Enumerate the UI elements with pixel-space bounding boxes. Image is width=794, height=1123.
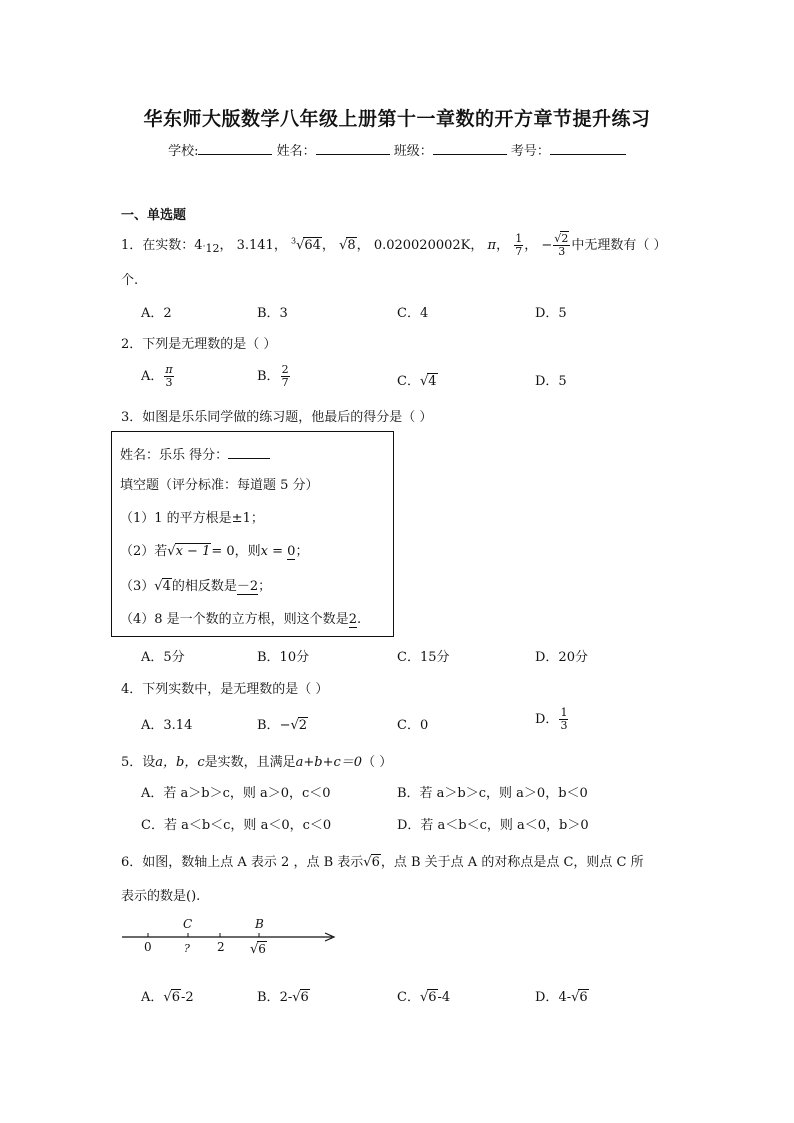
sqrt-8: √8: [339, 238, 356, 253]
q2-option-b[interactable]: B． $\frac{2}{7}$: [257, 363, 289, 389]
card-header: 姓名：乐乐 得分：: [120, 444, 270, 463]
q5-option-a[interactable]: A．若 a＞b＞c，则 a＞0，c＜0: [141, 786, 331, 801]
question-6-line2: 表示的数是().: [121, 889, 201, 904]
section-heading: 一、单选题: [121, 208, 187, 223]
fraction-1-7: $\frac{1}{7}$: [515, 232, 523, 258]
card-item-3: （3）√4的相反数是－2；: [120, 579, 272, 594]
q3-option-c[interactable]: C．15分: [397, 650, 450, 665]
question-text: 中无理数有（ ）: [571, 238, 667, 253]
exam-no-blank: [550, 142, 626, 155]
q3-option-a[interactable]: A．5分: [141, 650, 185, 665]
number-line-figure: [120, 912, 350, 964]
value-3141: 3.141: [236, 238, 274, 253]
student-info-line: [0, 140, 794, 159]
q3-option-d[interactable]: D．20分: [535, 650, 588, 665]
q5-option-b[interactable]: B．若 a＞b＞c，则 a＞0，b＜0: [397, 786, 588, 801]
axis-label-two: 2: [217, 940, 225, 954]
q1-option-c[interactable]: C．4: [397, 306, 429, 321]
exercise-card: [111, 431, 394, 637]
question-1-stem: 1．在实数：$4\cdot_{12}$， 3.141， $^3$√64， √8， 0.020020002K， π， $\frac{1}{7}$ ， − $\frac{√2}{3}$ 中无理数有（ ）: [121, 232, 667, 258]
q2-option-d[interactable]: D．5: [535, 374, 567, 389]
q2-option-c[interactable]: C．√4: [397, 374, 437, 389]
repeating-decimal: $4\cdot_{12}$: [194, 238, 220, 255]
question-6-stem: 6．如图，数轴上点 A 表示 2 ，点 B 表示√6，点 B 关于点 A 的对称点是点 C，则点 C 所: [121, 855, 644, 870]
value-repeating: 0.020020002K: [373, 238, 471, 253]
question-3-stem: 3．如图是乐乐同学做的练习题，他最后的得分是（ ）: [121, 410, 433, 425]
question-2-stem: 2．下列是无理数的是（ ）: [121, 337, 277, 352]
q5-option-d[interactable]: D．若 a＜b＜c，则 a＜0，b＞0: [397, 818, 589, 833]
question-5-stem: 5．设a，b，c是实数，且满足a+b+c＝0（ ）: [121, 755, 393, 770]
name-label: 姓名：: [276, 144, 316, 159]
axis-label-zero: 0: [144, 940, 152, 954]
question-1-line2: 个.: [121, 273, 139, 288]
card-rule: 填空题（评分标准：每道题 5 分）: [120, 478, 319, 493]
q2-option-a[interactable]: A． $\frac{\pi}{3}$: [141, 363, 173, 389]
q1-option-a[interactable]: A．2: [141, 306, 172, 321]
class-blank: [433, 142, 507, 155]
question-text: 在实数：: [142, 238, 195, 253]
number-line-svg: [120, 912, 350, 964]
school-label: 学校:: [168, 144, 199, 159]
name-blank: [316, 142, 390, 155]
q4-option-a[interactable]: A．3.14: [141, 718, 193, 733]
exam-no-label: 考号：: [510, 144, 550, 159]
cube-root-64: $^3$√64: [290, 236, 321, 253]
school-blank: [198, 142, 272, 155]
q6-option-c[interactable]: C．√6-4: [397, 990, 451, 1005]
card-item-1: （1）1 的平方根是±1；: [120, 511, 264, 526]
card-item-2: （2）若√x − 1= 0，则x = 0；: [120, 544, 309, 559]
q4-option-c[interactable]: C．0: [397, 718, 429, 733]
q3-option-b[interactable]: B．10分: [257, 650, 310, 665]
page-title: 华东师大版数学八年级上册第十一章数的开方章节提升练习: [143, 108, 651, 130]
question-number: 1．: [121, 238, 143, 253]
q6-option-b[interactable]: B．2-√6: [257, 990, 309, 1005]
q5-option-c[interactable]: C．若 a＜b＜c，则 a＜0，c＜0: [141, 818, 332, 833]
point-c-value: ?: [184, 942, 190, 955]
q4-option-b[interactable]: B．−√2: [257, 718, 308, 733]
point-b-value: √6: [250, 942, 266, 957]
q1-option-d[interactable]: D．5: [535, 306, 567, 321]
fraction-sqrt2-3: $\frac{√2}{3}$: [554, 232, 569, 258]
q4-option-d[interactable]: D． $\frac{1}{3}$: [535, 706, 568, 732]
q6-option-d[interactable]: D．4-√6: [535, 990, 588, 1005]
q6-option-a[interactable]: A．√6-2: [141, 990, 194, 1005]
class-label: 班级：: [393, 144, 433, 159]
pi-value: π: [487, 238, 497, 253]
point-b-label: B: [255, 917, 264, 931]
q1-option-b[interactable]: B．3: [257, 306, 288, 321]
point-c-label: C: [183, 917, 193, 931]
question-4-stem: 4．下列实数中，是无理数的是（ ）: [121, 682, 329, 697]
card-item-4: （4）8 是一个数的立方根，则这个数是2.: [120, 612, 362, 627]
